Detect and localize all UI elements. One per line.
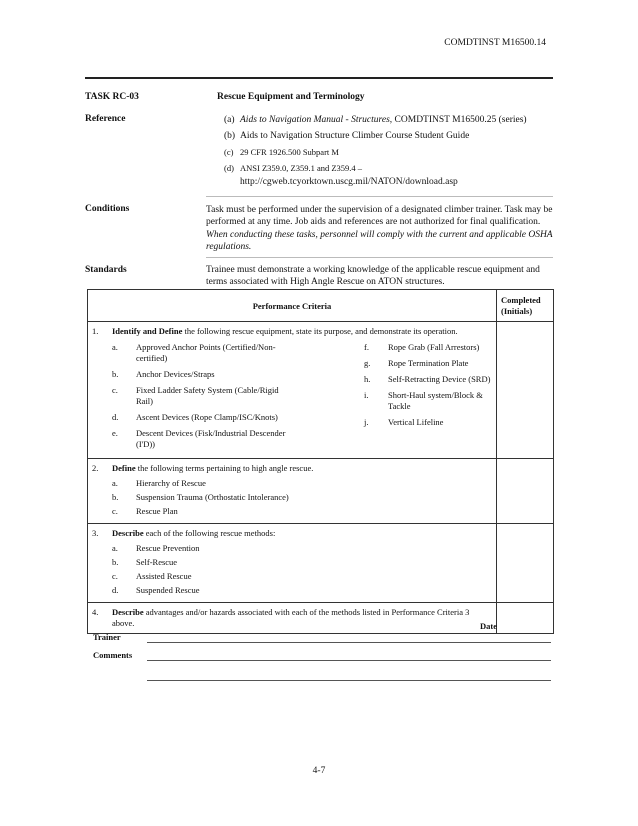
completed-initials-cell-4[interactable] (496, 603, 553, 633)
list-item: b. Suspension Trauma (Orthostatic Intolerance) (112, 492, 289, 502)
performance-table-header (88, 290, 553, 322)
reference-item: (a) Aids to Navigation Manual - Structures, COMDTINST M16500.25 (series) (224, 115, 527, 125)
reference-title: Aids to Navigation Manual - Structures, (240, 115, 393, 125)
conditions-label: Conditions (85, 203, 130, 214)
task-id: TASK RC-03 (85, 92, 139, 102)
performance-criteria-table (87, 289, 554, 634)
equipment-list-left (92, 342, 364, 455)
list-item: j. Vertical Lifeline (364, 417, 444, 427)
comments-line[interactable] (147, 680, 551, 681)
completed-initials-cell-3[interactable] (496, 524, 553, 602)
date-label: Date (480, 621, 497, 631)
reference-item: (d) ANSI Z359.0, Z359.1 and Z359.4 – http://cgweb.tcyorktown.uscg.mil/NATON/download.asp (224, 163, 458, 187)
list-item: a. Approved Anchor Points (Certified/Non-certified) (112, 342, 276, 363)
document-id: COMDTINST M16500.14 (444, 38, 546, 48)
list-item: f. Rope Grab (Fall Arrestors) (364, 342, 480, 352)
trainer-label: Trainer (93, 632, 121, 642)
criteria-row-4: 4. Describe advantages and/or hazards associated with each of the methods listed in Performance Criteria 3 above. (88, 603, 553, 633)
list-item: g. Rope Termination Plate (364, 358, 469, 368)
reference-item: (c) 29 CFR 1926.500 Subpart M (224, 147, 339, 157)
conditions-text: Task must be performed under the supervision of a designated climber trainer. Task may be performed at any time. Job aids and references are not authorized for final qualification. When conducting these tasks, personnel will comply with the current and applicable OSHA regulations. (206, 197, 553, 258)
list-item: h. Self-Retracting Device (SRD) (364, 374, 491, 384)
criteria-row-3: 3. Describe each of the following rescue methods: a. Rescue Prevention b. Self-Rescue c. Assisted Rescue d. Suspended Rescue (88, 524, 553, 603)
conditions-row (85, 197, 553, 258)
list-item: c. Rescue Plan (112, 506, 178, 516)
list-item: d. Ascent Devices (Rope Clamp/ISC/Knots) (112, 412, 278, 422)
comments-label: Comments (93, 650, 133, 660)
list-item: e. Descent Devices (Fisk/Industrial Descender (I'D)) (112, 428, 286, 449)
list-item: d. Suspended Rescue (112, 585, 200, 595)
standards-row (85, 258, 553, 292)
completed-header: Completed (Initials) (496, 290, 553, 321)
equipment-list-right (364, 342, 492, 455)
trainer-signature-line[interactable] (147, 642, 551, 643)
comments-line[interactable] (147, 660, 551, 661)
reference-item: (b) Aids to Navigation Structure Climber Course Student Guide (224, 131, 470, 141)
completed-initials-cell-2[interactable] (496, 459, 553, 523)
header-rule (85, 77, 553, 79)
reference-url: http://cgweb.tcyorktown.uscg.mil/NATON/download.asp (240, 176, 458, 187)
list-item: a. Hierarchy of Rescue (112, 478, 206, 488)
criteria-row-1: 1. Identify and Define the following rescue equipment, state its purpose, and demonstrate its operation. a. Approved Anchor Points (Certified/Non-certified) b. Anchor Devices/Straps c. Fixed Ladder Safety System (Cable/Rigid Rail) d. Ascent Devices (Rope Clamp/ISC/Knots) e. Descent Devices (Fisk/Industrial Descender (I'D)) f. Rope Grab (Fall Arrestors) g. Rope Termination Plate h. Self-Retracting Device (SRD) i. Short-Haul system/Block & Tackle j. Vertical Lifeline (88, 322, 553, 459)
page-number: 4-7 (312, 766, 326, 776)
list-item: a. Rescue Prevention (112, 543, 200, 553)
list-item: b. Anchor Devices/Straps (112, 369, 215, 379)
standards-label: Standards (85, 264, 127, 275)
reference-row (85, 114, 553, 197)
task-info-table (85, 92, 553, 292)
standards-text: Trainee must demonstrate a working knowledge of the applicable rescue equipment and terms associated with High Angle Rescue on ATON structures. (206, 264, 540, 287)
terms-list (92, 478, 492, 517)
list-item: i. Short-Haul system/Block & Tackle (364, 390, 483, 411)
completed-initials-cell-1[interactable] (496, 322, 553, 458)
criteria-row-2: 2. Define the following terms pertaining to high angle rescue. a. Hierarchy of Rescue b. Suspension Trauma (Orthostatic Intolerance) c. Rescue Plan (88, 459, 553, 524)
list-item: b. Self-Rescue (112, 557, 178, 567)
reference-label: Reference (85, 114, 126, 124)
rescue-methods-list (92, 543, 492, 596)
performance-criteria-header: Performance Criteria (252, 300, 332, 311)
list-item: c. Assisted Rescue (112, 571, 192, 581)
task-title: Rescue Equipment and Terminology (217, 92, 365, 102)
reference-list (206, 114, 553, 197)
list-item: c. Fixed Ladder Safety System (Cable/Rigid Rail) (112, 385, 279, 406)
task-title-row (85, 92, 553, 114)
